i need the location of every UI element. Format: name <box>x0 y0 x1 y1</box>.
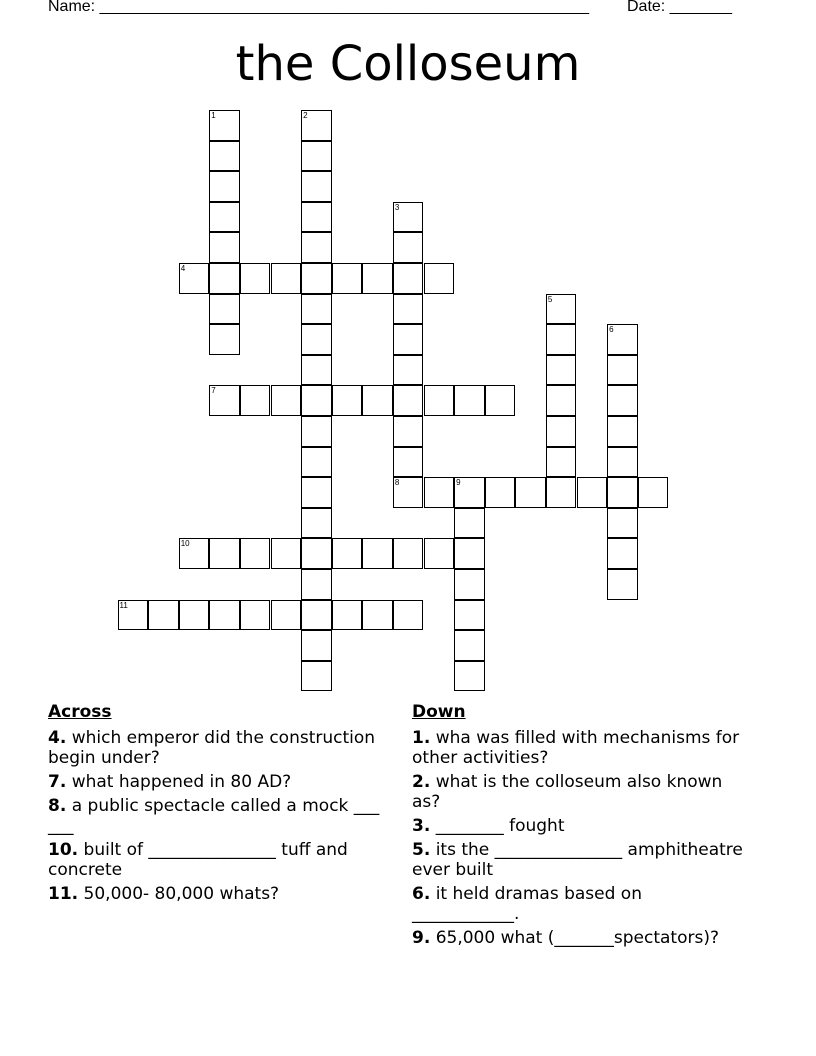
clue-number: 4. <box>48 728 67 748</box>
date-field-label: Date: _______ <box>627 0 732 15</box>
crossword-cell[interactable] <box>393 324 424 355</box>
crossword-cell[interactable] <box>607 355 638 386</box>
crossword-cell[interactable] <box>424 477 455 508</box>
crossword-cell[interactable] <box>454 569 485 600</box>
crossword-cell[interactable] <box>301 110 332 141</box>
crossword-cell[interactable] <box>301 661 332 692</box>
clue-text: it held dramas based on ____________. <box>412 884 642 924</box>
crossword-cell[interactable] <box>485 385 516 416</box>
clue-text: wha was filled with mechanisms for other activities? <box>412 728 740 768</box>
crossword-cell[interactable] <box>393 416 424 447</box>
crossword-cell[interactable] <box>362 600 393 631</box>
clue-down <box>412 884 752 924</box>
crossword-cell[interactable] <box>393 294 424 325</box>
crossword-cell[interactable] <box>393 232 424 263</box>
crossword-cell[interactable] <box>546 385 577 416</box>
crossword-cell[interactable] <box>607 538 638 569</box>
crossword-cell[interactable] <box>454 477 485 508</box>
crossword-cell[interactable] <box>393 355 424 386</box>
crossword-cell[interactable] <box>240 263 271 294</box>
crossword-cell[interactable] <box>424 538 455 569</box>
crossword-cell[interactable] <box>240 385 271 416</box>
crossword-cell[interactable] <box>301 202 332 233</box>
crossword-cell[interactable] <box>301 508 332 539</box>
clue-down <box>412 816 752 836</box>
crossword-cell[interactable] <box>393 447 424 478</box>
crossword-cell[interactable] <box>271 385 302 416</box>
cell-number: 11 <box>119 600 128 610</box>
crossword-cell[interactable] <box>301 538 332 569</box>
crossword-cell[interactable] <box>607 324 638 355</box>
crossword-cell[interactable] <box>148 600 179 631</box>
crossword-cell[interactable] <box>393 477 424 508</box>
cell-number: 7 <box>211 386 216 396</box>
crossword-cell[interactable] <box>546 477 577 508</box>
clue-number: 1. <box>412 728 431 748</box>
crossword-cell[interactable] <box>424 263 455 294</box>
crossword-cell[interactable] <box>607 569 638 600</box>
crossword-cell[interactable] <box>454 385 485 416</box>
crossword-cell[interactable] <box>393 385 424 416</box>
crossword-cell[interactable] <box>209 538 240 569</box>
clue-across <box>48 796 396 836</box>
crossword-cell[interactable] <box>209 324 240 355</box>
clue-number: 2. <box>412 772 431 792</box>
crossword-cell[interactable] <box>301 324 332 355</box>
crossword-cell[interactable] <box>209 294 240 325</box>
crossword-cell[interactable] <box>240 600 271 631</box>
crossword-cell[interactable] <box>454 508 485 539</box>
across-heading: Across <box>48 702 112 722</box>
crossword-cell[interactable] <box>209 202 240 233</box>
clue-number: 10. <box>48 840 79 860</box>
clue-down <box>412 728 752 768</box>
clue-text: a public spectacle called a mock ___ ___ <box>48 796 380 836</box>
cell-number: 9 <box>456 478 461 488</box>
clue-down <box>412 928 752 948</box>
crossword-cell[interactable] <box>271 263 302 294</box>
clue-down <box>412 772 752 812</box>
crossword-cell[interactable] <box>301 171 332 202</box>
crossword-cell[interactable] <box>301 630 332 661</box>
crossword-cell[interactable] <box>271 600 302 631</box>
crossword-cell[interactable] <box>454 600 485 631</box>
crossword-cell[interactable] <box>209 385 240 416</box>
clue-number: 6. <box>412 884 431 904</box>
crossword-cell[interactable] <box>424 385 455 416</box>
crossword-cell[interactable] <box>209 110 240 141</box>
clue-number: 11. <box>48 884 79 904</box>
clue-number: 5. <box>412 840 431 860</box>
clue-text: 65,000 what (_______spectators)? <box>430 928 719 948</box>
crossword-cell[interactable] <box>638 477 669 508</box>
clue-across <box>48 884 396 904</box>
clue-number: 3. <box>412 816 431 836</box>
clue-text: what happened in 80 AD? <box>66 772 292 792</box>
cell-number: 6 <box>609 325 614 335</box>
clue-number: 9. <box>412 928 431 948</box>
crossword-cell[interactable] <box>209 171 240 202</box>
crossword-cell[interactable] <box>454 538 485 569</box>
crossword-cell[interactable] <box>301 600 332 631</box>
clue-number: 8. <box>48 796 67 816</box>
cell-number: 4 <box>180 264 186 273</box>
crossword-cell[interactable] <box>454 630 485 661</box>
crossword-cell[interactable] <box>301 416 332 447</box>
cell-number: 3 <box>394 202 400 212</box>
crossword-cell[interactable] <box>607 447 638 478</box>
clue-text: its the _______________ amphitheatre ever built <box>412 840 743 880</box>
name-field-label: Name: _______________________________________________________ <box>48 0 589 15</box>
crossword-cell[interactable] <box>485 477 516 508</box>
crossword-cell[interactable] <box>179 538 210 569</box>
crossword-cell[interactable] <box>209 263 240 294</box>
clue-text: which emperor did the construction begin under? <box>48 728 376 768</box>
crossword-cell[interactable] <box>179 600 210 631</box>
crossword-cell[interactable] <box>332 385 363 416</box>
cell-number: 2 <box>303 111 308 120</box>
clue-across <box>48 772 396 792</box>
clue-down <box>412 840 752 880</box>
clue-text: ________ fought <box>430 816 565 836</box>
crossword-cell[interactable] <box>301 141 332 172</box>
crossword-cell[interactable] <box>393 600 424 631</box>
crossword-cell[interactable] <box>301 569 332 600</box>
crossword-cell[interactable] <box>546 324 577 355</box>
crossword-cell[interactable] <box>332 600 363 631</box>
crossword-cell[interactable] <box>362 538 393 569</box>
crossword-cell[interactable] <box>362 385 393 416</box>
clue-across <box>48 840 396 880</box>
cell-number: 10 <box>180 539 190 549</box>
crossword-cell[interactable] <box>607 477 638 508</box>
crossword-cell[interactable] <box>301 232 332 263</box>
crossword-cell[interactable] <box>393 263 424 294</box>
crossword-cell[interactable] <box>607 385 638 416</box>
crossword-cell[interactable] <box>546 355 577 386</box>
crossword-cell[interactable] <box>209 232 240 263</box>
clue-across <box>48 728 396 768</box>
across-clues <box>48 702 396 908</box>
clue-text: what is the colloseum also known as? <box>412 772 723 812</box>
page-title: the Colloseum <box>235 36 581 92</box>
clue-number: 7. <box>48 772 67 792</box>
crossword-cell[interactable] <box>393 538 424 569</box>
crossword-cell[interactable] <box>179 263 210 294</box>
crossword-cell[interactable] <box>301 263 332 294</box>
crossword-cell[interactable] <box>301 385 332 416</box>
crossword-cell[interactable] <box>332 538 363 569</box>
crossword-cell[interactable] <box>577 477 608 508</box>
crossword-cell[interactable] <box>209 600 240 631</box>
crossword-cell[interactable] <box>546 447 577 478</box>
crossword-cell[interactable] <box>362 263 393 294</box>
crossword-cell[interactable] <box>301 294 332 325</box>
crossword-cell[interactable] <box>209 141 240 172</box>
crossword-cell[interactable] <box>515 477 546 508</box>
clue-text: built of _______________ tuff and concrete <box>48 840 348 880</box>
crossword-cell[interactable] <box>240 538 271 569</box>
crossword-cell[interactable] <box>546 294 577 325</box>
crossword-cell[interactable] <box>301 477 332 508</box>
crossword-cell[interactable] <box>332 263 363 294</box>
crossword-cell[interactable] <box>301 355 332 386</box>
cell-number: 5 <box>547 294 553 304</box>
crossword-cell[interactable] <box>301 447 332 478</box>
down-clues <box>412 702 752 952</box>
crossword-cell[interactable] <box>118 600 149 631</box>
crossword-cell[interactable] <box>271 538 302 569</box>
clue-text: 50,000- 80,000 whats? <box>78 884 280 904</box>
crossword-cell[interactable] <box>454 661 485 692</box>
crossword-cell[interactable] <box>546 416 577 447</box>
down-heading: Down <box>412 702 466 722</box>
crossword-cell[interactable] <box>607 416 638 447</box>
crossword-cell[interactable] <box>393 202 424 233</box>
cell-number: 1 <box>211 111 216 120</box>
crossword-cell[interactable] <box>607 508 638 539</box>
cell-number: 8 <box>394 478 400 488</box>
